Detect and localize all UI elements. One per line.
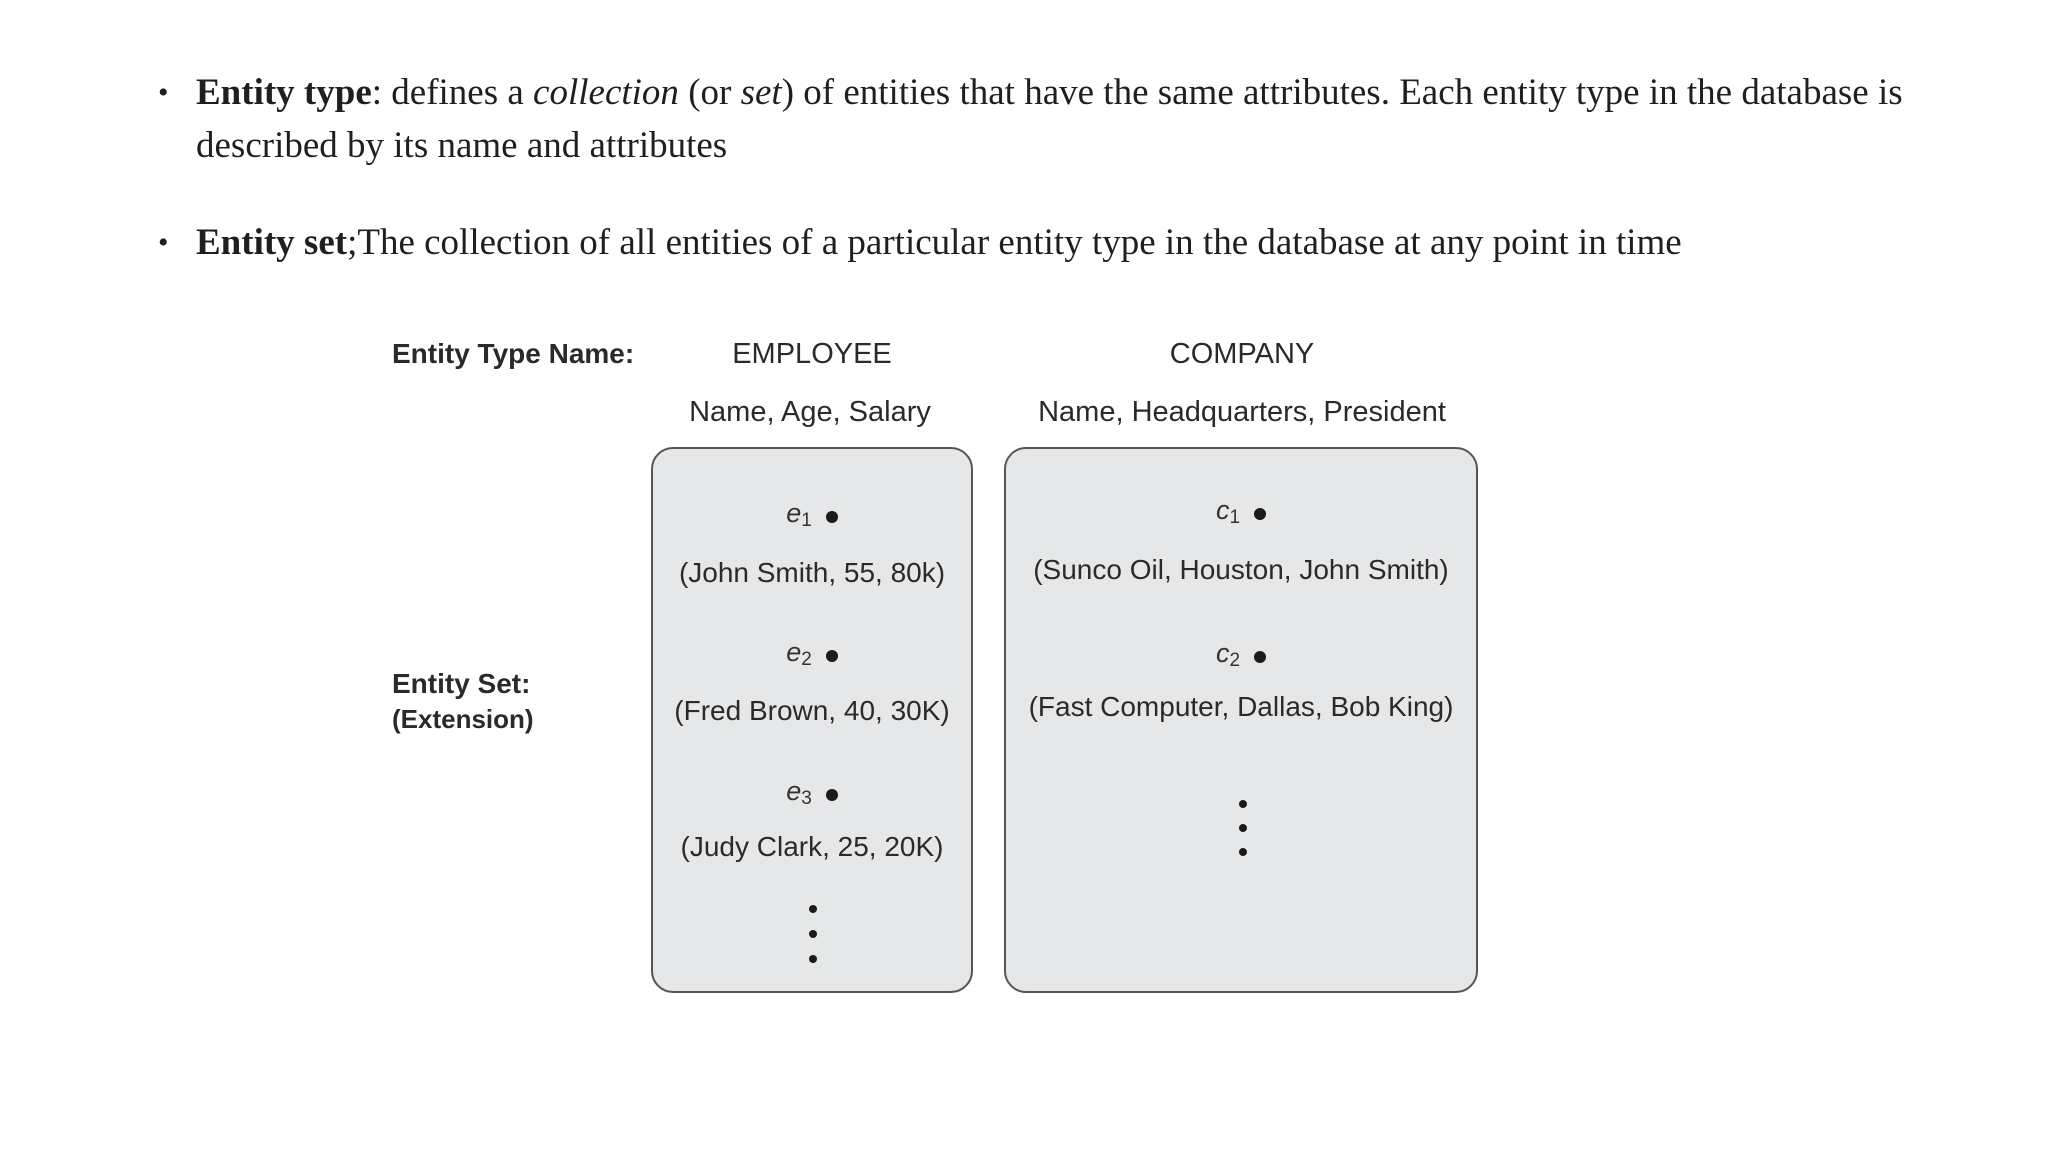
entity-id	[1006, 495, 1476, 526]
definition-text: : defines a	[371, 72, 534, 113]
entity-id	[653, 498, 971, 529]
entity-point-icon	[826, 650, 838, 662]
bullet-icon: •	[158, 76, 169, 109]
definition-text: ;The collection of all entities of a particular entity type in the database at any point in time	[347, 222, 1682, 263]
entity-id	[653, 637, 971, 668]
entity-set-label: Entity Set:	[392, 668, 531, 699]
entity-id-subscript: 2	[1229, 650, 1241, 671]
ellipsis-vertical-icon	[1239, 800, 1247, 860]
ellipsis-vertical-icon	[809, 905, 817, 965]
entity-id-letter: c	[1215, 638, 1230, 668]
company-type-name: COMPANY	[1169, 338, 1315, 370]
definition-emphasis: set	[740, 72, 782, 113]
entity-id-subscript: 1	[801, 510, 812, 531]
entity-id-letter: e	[786, 637, 802, 667]
entity-point-icon	[826, 511, 838, 523]
entity-id	[1006, 638, 1476, 669]
bullet-icon: •	[158, 226, 169, 259]
entity-id-subscript: 3	[801, 788, 812, 809]
extension-label: (Extension)	[392, 704, 534, 734]
entity-point-icon	[826, 789, 838, 801]
entity-instance: (John Smith, 55, 80k)	[678, 557, 946, 588]
entity-id	[653, 776, 971, 807]
term-entity-type: Entity type	[196, 72, 372, 113]
entity-instance: (Judy Clark, 25, 20K)	[680, 831, 944, 862]
entity-type-name-label: Entity Type Name:	[392, 338, 635, 369]
entity-instance: (Fred Brown, 40, 30K)	[674, 695, 950, 726]
entity-point-icon	[1254, 508, 1266, 520]
entity-instance: (Fast Computer, Dallas, Bob King)	[1028, 691, 1454, 722]
entity-id-subscript: 2	[801, 649, 812, 670]
entity-id-letter: e	[786, 776, 802, 806]
employee-attributes: Name, Age, Salary	[689, 396, 931, 428]
entity-point-icon	[1254, 651, 1266, 663]
entity-id-letter: e	[786, 498, 802, 528]
definition-emphasis: collection	[533, 72, 679, 113]
definition-text: (or	[678, 72, 741, 113]
employee-type-name: EMPLOYEE	[732, 338, 892, 370]
entity-id-letter: c	[1215, 495, 1230, 525]
company-attributes: Name, Headquarters, President	[1038, 396, 1446, 428]
entity-instance: (Sunco Oil, Houston, John Smith)	[1033, 554, 1449, 585]
term-entity-set: Entity set	[196, 222, 348, 263]
company-entity-set-box	[1004, 447, 1478, 993]
definition-text: ) of entities that have the same attributes. Each entity type in the database is described by its name and attributes	[196, 72, 1903, 166]
employee-entity-set-box	[651, 447, 973, 993]
entity-id-subscript: 1	[1229, 507, 1241, 528]
